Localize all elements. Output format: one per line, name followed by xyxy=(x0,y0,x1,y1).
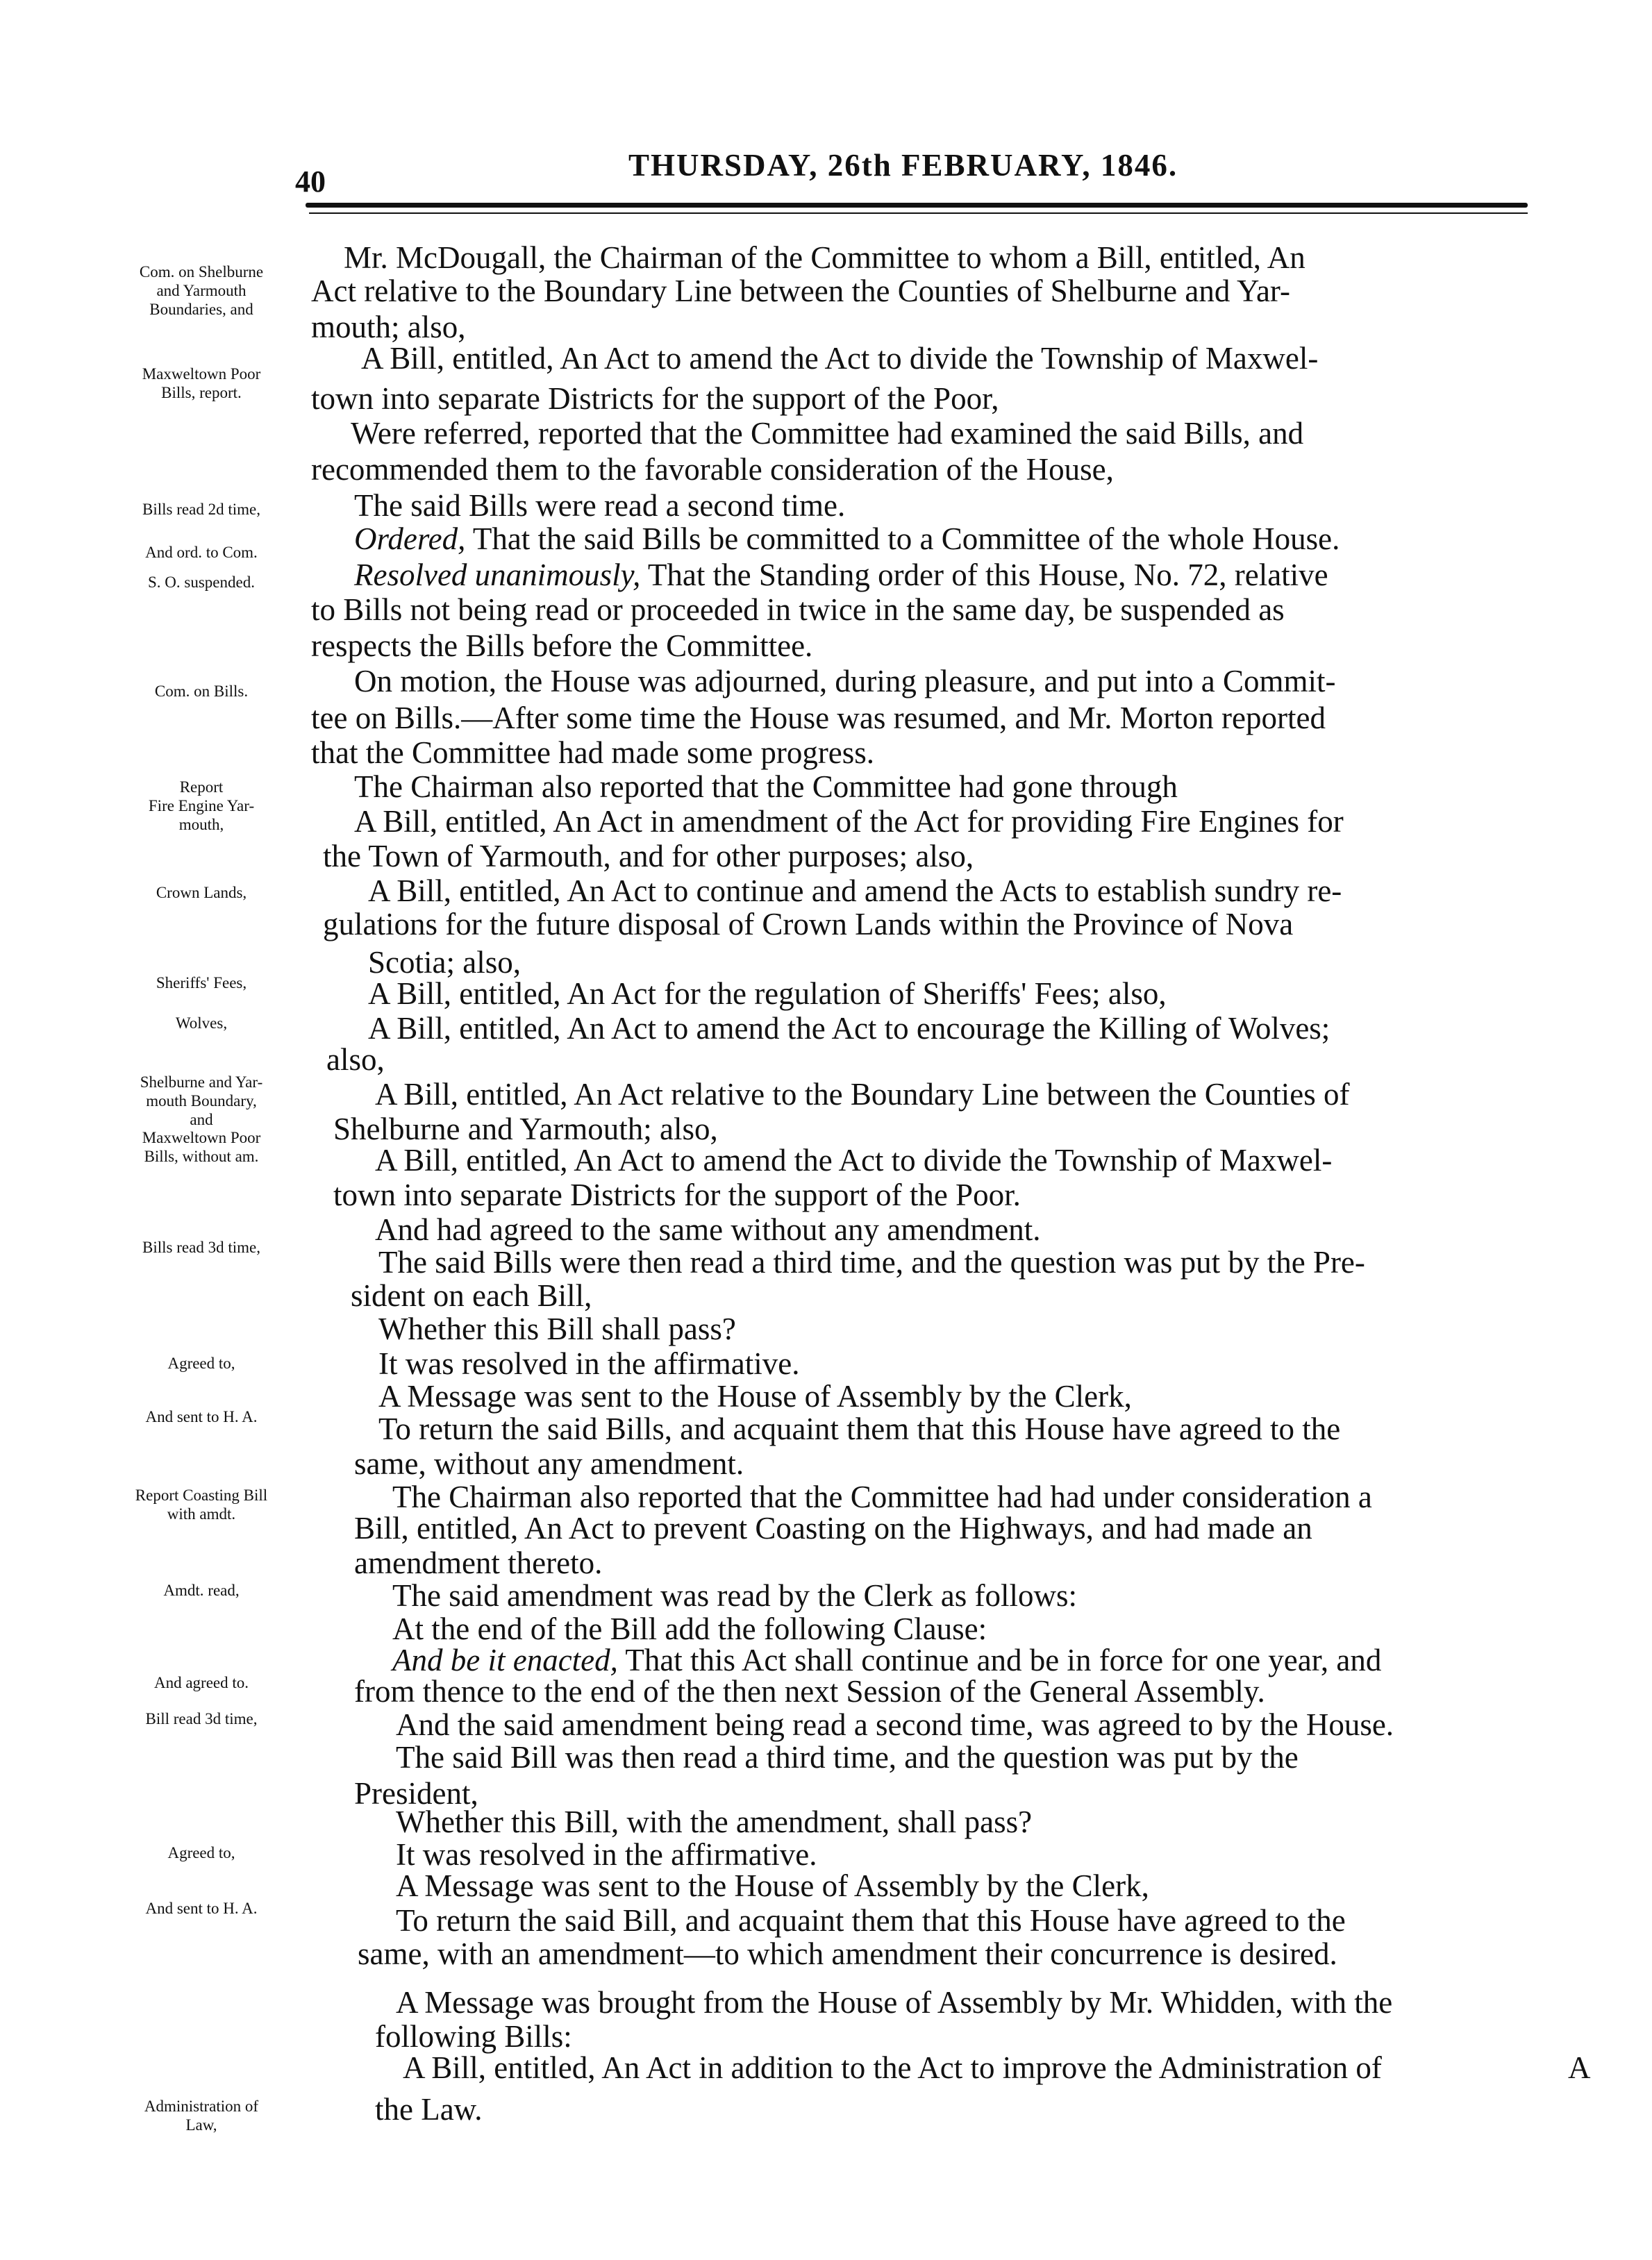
text-line xyxy=(392,1577,1077,1614)
margin-note-line: Bills read 3d time, xyxy=(142,1239,260,1256)
text-line xyxy=(378,1411,1340,1447)
margin-note-line: Maxweltown Poor xyxy=(142,365,261,383)
text-line xyxy=(396,1868,1149,1904)
line-text: Act relative to the Boundary Line between the Counties of Shelburne and Yar- xyxy=(311,274,1290,308)
text-line xyxy=(375,1142,1332,1178)
line-text: The said Bills were read a second time. xyxy=(354,488,846,523)
margin-note-line: with amdt. xyxy=(167,1505,236,1523)
text-line xyxy=(354,1545,602,1581)
text-line xyxy=(354,769,1178,805)
text-line xyxy=(354,487,845,524)
text-line xyxy=(354,1446,744,1482)
margin-note-line: mouth, xyxy=(178,816,224,833)
margin-note-line: S. O. suspended. xyxy=(148,574,255,591)
line-text: mouth; also, xyxy=(311,310,466,344)
line-text: To return the said Bill, and acquaint them that this House have agreed to the xyxy=(396,1903,1346,1938)
line-text: To return the said Bills, and acquaint them that this House have agreed to the xyxy=(378,1412,1341,1446)
text-line xyxy=(354,803,1344,839)
margin-note-line: Agreed to, xyxy=(167,1355,235,1372)
text-line xyxy=(368,1010,1330,1046)
text-line xyxy=(354,1510,1312,1546)
line-text: A Message was brought from the House of Assembly by Mr. Whidden, with the xyxy=(396,1985,1393,2020)
margin-note-line: Maxweltown Poor xyxy=(142,1129,261,1146)
text-line xyxy=(375,1076,1349,1112)
margin-note-line: Wolves, xyxy=(175,1014,228,1032)
line-text: respects the Bills before the Committee. xyxy=(311,628,813,663)
text-line xyxy=(378,1378,1132,1414)
line-text: A Bill, entitled, An Act relative to the Boundary Line between the Counties of xyxy=(375,1077,1350,1112)
line-text: also, xyxy=(326,1042,385,1077)
text-line xyxy=(358,1936,1337,1972)
text-line xyxy=(361,340,1318,376)
margin-note-line: Crown Lands, xyxy=(156,884,247,901)
line-text: Scotia; also, xyxy=(368,945,521,980)
page-title: THURSDAY, 26th FEBRUARY, 1846. xyxy=(628,148,1178,183)
text-line xyxy=(403,2050,1382,2086)
line-text: that the Committee had made some progress. xyxy=(311,735,875,770)
text-line xyxy=(375,2091,483,2127)
line-text: A Bill, entitled, An Act to amend the Act to encourage the Killing of Wolves; xyxy=(368,1011,1330,1046)
margin-note-line: Bills, report. xyxy=(161,384,242,401)
margin-note-line: Fire Engine Yar- xyxy=(148,797,255,814)
text-line xyxy=(323,838,974,874)
text-line xyxy=(396,1902,1346,1939)
margin-note-line: Bills, without am. xyxy=(144,1148,259,1165)
line-text: town into separate Districts for the support of the Poor. xyxy=(333,1178,1021,1212)
italic-lead: Resolved unanimously, xyxy=(354,558,641,592)
margin-note-line: And sent to H. A. xyxy=(145,1900,258,1917)
text-line xyxy=(351,415,1303,451)
margin-note-line: Administration of xyxy=(144,2098,259,2115)
text-line xyxy=(351,1278,592,1314)
margin-note-line: Report Coasting Bill xyxy=(135,1487,268,1504)
margin-note-line: Law, xyxy=(185,2116,217,2134)
line-text: The said Bill was then read a third time, and the question was put by the xyxy=(396,1740,1299,1775)
line-text: And the said amendment being read a second time, was agreed to by the House. xyxy=(396,1707,1394,1742)
text-line xyxy=(354,557,1328,593)
line-text: from thence to the end of the then next Session of the General Assembly. xyxy=(354,1674,1265,1709)
text-line xyxy=(344,240,1305,276)
text-line xyxy=(368,873,1342,909)
line-text: A xyxy=(1568,2050,1591,2085)
line-text: It was resolved in the affirmative. xyxy=(378,1346,800,1381)
margin-note-line: And agreed to. xyxy=(153,1674,249,1691)
line-text: A Bill, entitled, An Act for the regulation of Sheriffs' Fees; also, xyxy=(368,976,1167,1011)
line-text: A Bill, entitled, An Act to amend the Act to divide the Township of Maxwel- xyxy=(375,1143,1333,1178)
line-text: the Town of Yarmouth, and for other purposes; also, xyxy=(323,839,974,873)
line-text: Whether this Bill shall pass? xyxy=(378,1312,736,1346)
margin-note-line: Boundaries, and xyxy=(149,301,253,318)
margin-note-line: Bill read 3d time, xyxy=(145,1710,258,1727)
line-text: to Bills not being read or proceeded in twice in the same day, be suspended as xyxy=(311,592,1285,627)
text-line xyxy=(311,592,1285,628)
text-line xyxy=(333,1177,1021,1213)
text-line xyxy=(396,1707,1394,1743)
line-text: Shelburne and Yarmouth; also, xyxy=(333,1112,718,1146)
text-line xyxy=(378,1244,1365,1280)
page-number: 40 xyxy=(295,165,326,199)
text-line xyxy=(354,1673,1265,1709)
margin-note-line: and Yarmouth xyxy=(156,282,247,299)
line-text: Mr. McDougall, the Chairman of the Committee to whom a Bill, entitled, An xyxy=(344,240,1305,275)
text-line xyxy=(368,976,1167,1012)
text-line xyxy=(354,663,1336,699)
line-text: A Message was sent to the House of Assembly by the Clerk, xyxy=(396,1868,1149,1903)
text-line xyxy=(1568,2050,1591,2086)
line-text: A Bill, entitled, An Act to amend the Act to divide the Township of Maxwel- xyxy=(361,341,1319,376)
margin-note-line: Com. on Shelburne xyxy=(139,263,264,281)
line-text: recommended them to the favorable consideration of the House, xyxy=(311,452,1114,487)
text-line xyxy=(396,1984,1392,2020)
text-line xyxy=(311,273,1290,309)
margin-note-line: Sheriffs' Fees, xyxy=(156,974,247,991)
line-text: President, xyxy=(354,1776,478,1811)
line-text: The said amendment was read by the Clerk as follows: xyxy=(392,1578,1077,1613)
text-line xyxy=(354,521,1340,557)
line-text: A Bill, entitled, An Act in amendment of the Act for providing Fire Engines for xyxy=(354,804,1344,839)
line-text: tee on Bills.—After some time the House was resumed, and Mr. Morton reported xyxy=(311,701,1326,735)
line-text: same, without any amendment. xyxy=(354,1446,744,1481)
line-text: town into separate Districts for the support of the Poor, xyxy=(311,381,999,416)
italic-lead: Ordered, xyxy=(354,521,466,556)
line-text: A Bill, entitled, An Act in addition to the Act to improve the Administration of xyxy=(403,2050,1382,2085)
line-text: And had agreed to the same without any amendment. xyxy=(375,1212,1041,1247)
line-text: Were referred, reported that the Committee had examined the said Bills, and xyxy=(351,416,1304,451)
line-text: Bill, entitled, An Act to prevent Coasting on the Highways, and had made an xyxy=(354,1511,1312,1546)
margin-note-line: Shelburne and Yar- xyxy=(140,1073,263,1091)
margin-note-line: And sent to H. A. xyxy=(145,1408,258,1425)
text-line xyxy=(326,1041,385,1078)
text-line xyxy=(378,1346,799,1382)
margin-note-line: and xyxy=(190,1111,213,1128)
margin-note-line: Amdt. read, xyxy=(163,1582,240,1599)
line-text: same, with an amendment—to which amendment their concurrence is desired. xyxy=(358,1936,1337,1971)
line-text: Whether this Bill, with the amendment, shall pass? xyxy=(396,1805,1033,1839)
margin-note-line: Bills read 2d time, xyxy=(142,501,260,518)
line-text: gulations for the future disposal of Crown Lands within the Province of Nova xyxy=(323,907,1294,941)
line-text: That the said Bills be committed to a Committee of the whole House. xyxy=(465,521,1340,556)
margin-note-line: Com. on Bills. xyxy=(154,683,249,700)
text-line xyxy=(375,1212,1040,1248)
line-text: amendment thereto. xyxy=(354,1546,603,1580)
margin-note-line: Report xyxy=(179,778,224,796)
text-line xyxy=(311,735,874,771)
text-line xyxy=(378,1311,736,1347)
text-line xyxy=(311,451,1114,487)
margin-note-line: mouth Boundary, xyxy=(146,1092,257,1110)
line-text: sident on each Bill, xyxy=(351,1278,592,1313)
line-text: It was resolved in the affirmative. xyxy=(396,1837,817,1872)
text-line xyxy=(323,906,1293,942)
line-text: A Bill, entitled, An Act to continue and amend the Acts to establish sundry re- xyxy=(368,873,1342,908)
line-text: At the end of the Bill add the following Clause: xyxy=(392,1612,987,1646)
line-text: That this Act shall continue and be in force for one year, and xyxy=(617,1643,1382,1677)
line-text: the Law. xyxy=(375,2092,483,2127)
text-line xyxy=(311,628,812,664)
line-text: A Message was sent to the House of Assembly by the Clerk, xyxy=(378,1379,1132,1414)
italic-lead: And be it enacted, xyxy=(392,1643,618,1677)
line-text: following Bills: xyxy=(375,2019,572,2054)
line-text: The Chairman also reported that the Committee had had under consideration a xyxy=(392,1480,1372,1514)
text-line xyxy=(311,700,1326,736)
margin-note-line: And ord. to Com. xyxy=(145,544,258,561)
line-text: That the Standing order of this House, No. 72, relative xyxy=(640,558,1328,592)
text-line xyxy=(311,380,999,417)
margin-note-line: Agreed to, xyxy=(167,1844,235,1861)
line-text: On motion, the House was adjourned, during pleasure, and put into a Commit- xyxy=(354,664,1336,698)
line-text: The said Bills were then read a third time, and the question was put by the Pre- xyxy=(378,1245,1365,1280)
text-line xyxy=(396,1739,1299,1775)
text-line xyxy=(396,1804,1032,1840)
line-text: The Chairman also reported that the Committee had gone through xyxy=(354,769,1178,804)
